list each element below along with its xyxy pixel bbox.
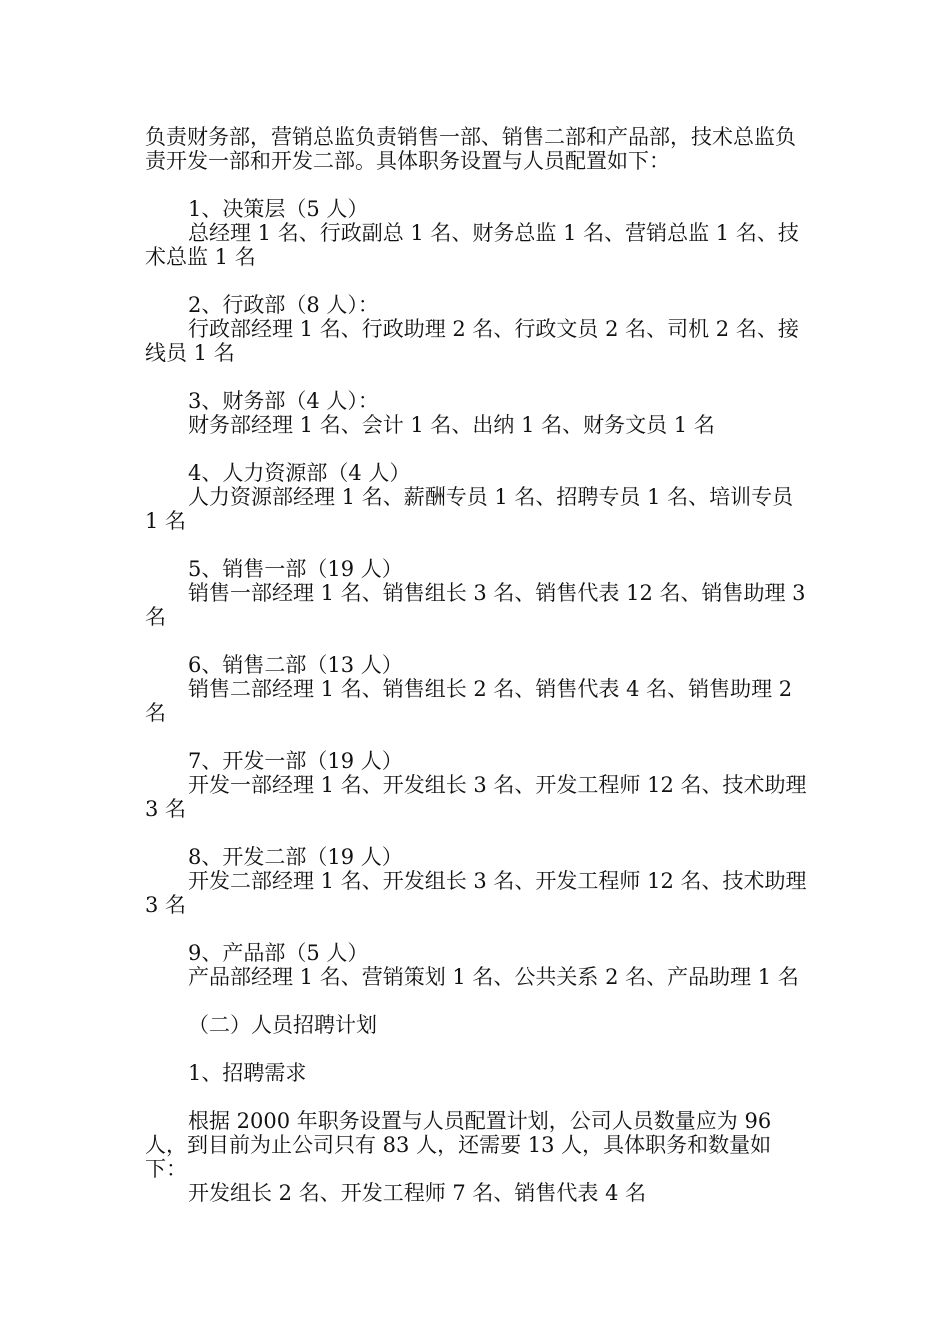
document-body: [145, 125, 810, 1205]
section-7: [145, 749, 810, 821]
section-body: 销售二部经理 1 名、销售组长 2 名、销售代表 4 名、销售助理 2 名: [145, 677, 793, 725]
section-5: [145, 557, 810, 629]
section-body: 产品部经理 1 名、营销策划 1 名、公共关系 2 名、产品助理 1 名: [188, 965, 799, 989]
section-heading: 5、销售一部（19 人）: [188, 557, 403, 581]
section-2: [145, 293, 810, 365]
section-body: 行政部经理 1 名、行政助理 2 名、行政文员 2 名、司机 2 名、接线员 1 名: [145, 317, 799, 365]
section-body: 开发二部经理 1 名、开发组长 3 名、开发工程师 12 名、技术助理 3 名: [145, 869, 807, 917]
section-6: [145, 653, 810, 725]
section-heading: 1、决策层（5 人）: [188, 197, 369, 221]
section-body: 开发一部经理 1 名、开发组长 3 名、开发工程师 12 名、技术助理 3 名: [145, 773, 807, 821]
intro-paragraph: 负责财务部，营销总监负责销售一部、销售二部和产品部，技术总监负责开发一部和开发二部。具体职务设置与人员配置如下：: [145, 125, 796, 173]
section-4: [145, 461, 810, 533]
section-8: [145, 845, 810, 917]
section-heading: 4、人力资源部（4 人）: [188, 461, 411, 485]
recruit-positions: 开发组长 2 名、开发工程师 7 名、销售代表 4 名: [188, 1181, 647, 1205]
section-heading: 3、财务部（4 人）：: [188, 389, 379, 413]
section-9: [145, 941, 810, 989]
section-heading: 2、行政部（8 人）：: [188, 293, 379, 317]
section-heading: 7、开发一部（19 人）: [188, 749, 403, 773]
section-heading: 8、开发二部（19 人）: [188, 845, 403, 869]
section-body: 财务部经理 1 名、会计 1 名、出纳 1 名、财务文员 1 名: [188, 413, 715, 437]
section-body: 销售一部经理 1 名、销售组长 3 名、销售代表 12 名、销售助理 3 名: [145, 581, 806, 629]
section-heading: 6、销售二部（13 人）: [188, 653, 403, 677]
recruit-plan-title: （二）人员招聘计划: [188, 1013, 377, 1037]
section-heading: 9、产品部（5 人）: [188, 941, 369, 965]
section-body: 总经理 1 名、行政副总 1 名、财务总监 1 名、营销总监 1 名、技术总监 1 名: [145, 221, 799, 269]
section-body: 人力资源部经理 1 名、薪酬专员 1 名、招聘专员 1 名、培训专员 1 名: [145, 485, 794, 533]
section-1: [145, 197, 810, 269]
recruit-need-title: 1、招聘需求: [188, 1061, 307, 1085]
section-3: [145, 389, 810, 437]
recruit-need-text: 根据 2000 年职务设置与人员配置计划，公司人员数量应为 96 人，到目前为止公司只有 83 人，还需要 13 人，具体职务和数量如下：: [145, 1109, 772, 1181]
